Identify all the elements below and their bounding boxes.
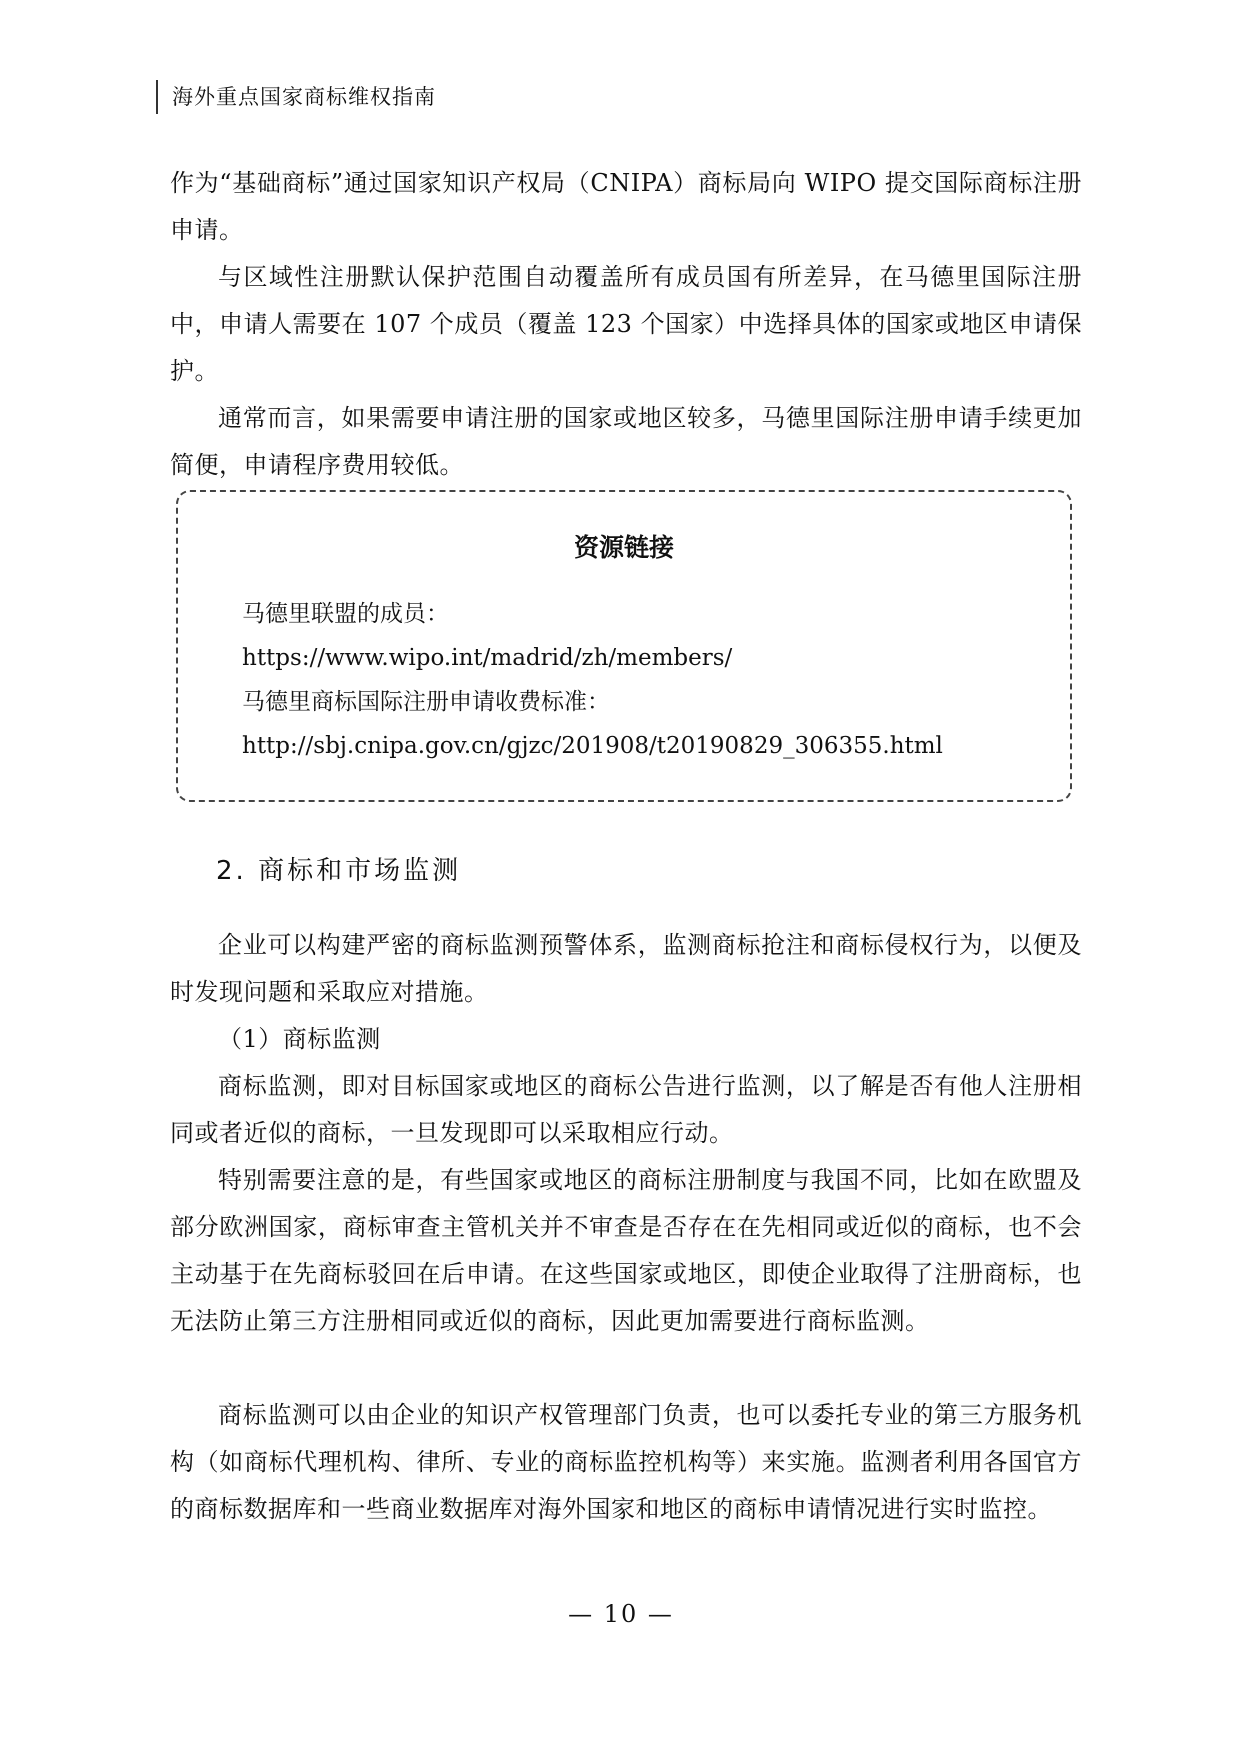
resource-label-fees: 马德里商标国际注册申请收费标准：	[242, 689, 610, 715]
resource-box-title: 资源链接	[573, 533, 674, 562]
paragraph-monitoring-definition: 商标监测，即对目标国家或地区的商标公告进行监测，以了解是否有他人注册相同或者近似的商标，一旦发现即可以采取相应行动。	[170, 1072, 1082, 1147]
resource-label-members: 马德里联盟的成员：	[242, 601, 449, 627]
paragraph-monitoring-executor: 商标监测可以由企业的知识产权管理部门负责，也可以委托专业的第三方服务机构（如商标代理机构、律所、专业的商标监控机构等）来实施。监测者利用各国官方的商标数据库和一些商业数据库对海外国家和地区的商标申请情况进行实时监控。	[170, 1401, 1082, 1523]
subheading-trademark-monitoring: （1）商标监测	[218, 1025, 381, 1053]
paragraph-continued: 作为“基础商标”通过国家知识产权局（CNIPA）商标局向 WIPO 提交国际商标注册申请。	[170, 169, 1082, 244]
resource-link-fees[interactable]: http://sbj.cnipa.gov.cn/gjzc/201908/t20190829_306355.html	[242, 733, 943, 759]
paragraph-madrid-convenience: 通常而言，如果需要申请注册的国家或地区较多，马德里国际注册申请手续更加简便，申请程序费用较低。	[170, 404, 1082, 479]
paragraph-madrid-scope: 与区域性注册默认保护范围自动覆盖所有成员国有所差异，在马德里国际注册中，申请人需要在 107 个成员（覆盖 123 个国家）中选择具体的国家或地区申请保护。	[170, 263, 1082, 385]
resource-links-box	[176, 490, 1072, 802]
resource-link-members[interactable]: https://www.wipo.int/madrid/zh/members/	[242, 645, 733, 671]
paragraph-monitoring-attention: 特别需要注意的是，有些国家或地区的商标注册制度与我国不同，比如在欧盟及部分欧洲国家，商标审查主管机关并不审查是否存在在先相同或近似的商标，也不会主动基于在先商标驳回在后申请。在这些国家或地区，即使企业取得了注册商标，也无法防止第三方注册相同或近似的商标，因此更加需要进行商标监测。	[170, 1166, 1082, 1335]
running-header: 海外重点国家商标维权指南	[156, 80, 436, 114]
page-number: — 10 —	[568, 1600, 674, 1628]
paragraph-monitoring-intro: 企业可以构建严密的商标监测预警体系，监测商标抢注和商标侵权行为，以便及时发现问题和采取应对措施。	[170, 931, 1082, 1006]
section-heading: 2. 商标和市场监测	[216, 856, 462, 886]
